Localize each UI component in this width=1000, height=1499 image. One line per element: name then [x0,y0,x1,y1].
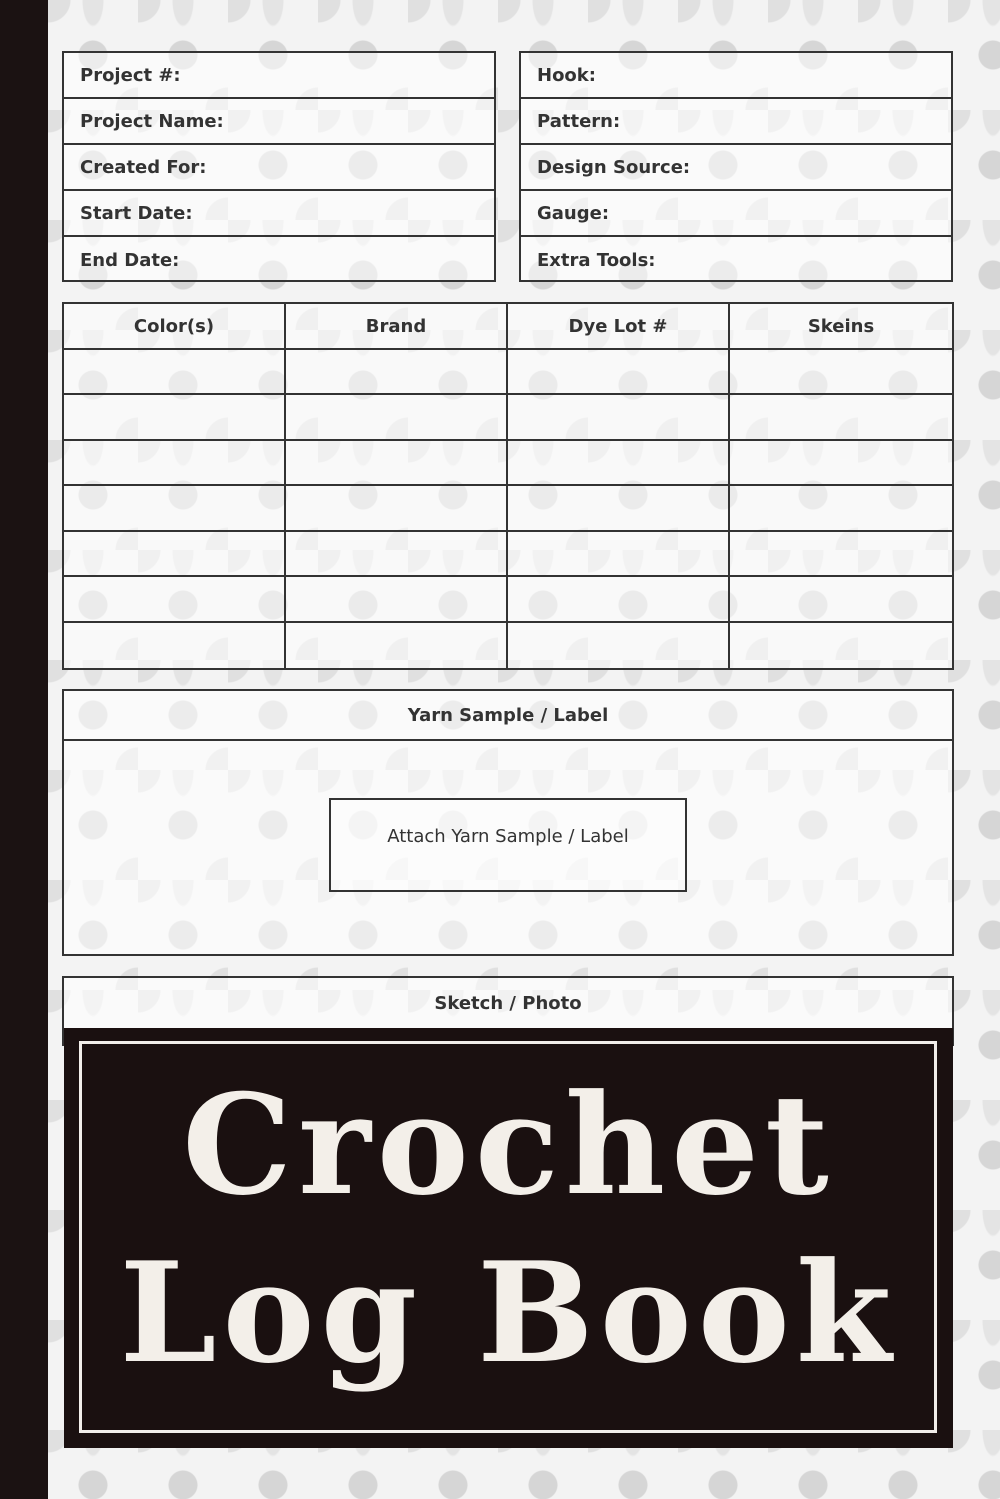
yarn-table-cell [508,577,730,622]
yarn-table [62,302,954,670]
header-dye-lot: Dye Lot # [508,304,730,350]
yarn-table-cell [508,395,730,440]
yarn-table-cell [730,441,952,486]
yarn-table-cell [730,577,952,622]
book-spine [0,0,48,1499]
yarn-table-cell [730,395,952,440]
project-info-left [62,51,496,282]
created-for-field: Created For: [64,145,494,191]
header-colors: Color(s) [64,304,286,350]
attach-sample-box [329,798,687,892]
yarn-table-cell [730,486,952,531]
yarn-table-cell [64,532,286,577]
yarn-table-cell [508,441,730,486]
yarn-table-cell [730,350,952,395]
start-date-field: Start Date: [64,191,494,237]
yarn-table-cell [286,395,508,440]
extra-tools-field: Extra Tools: [537,249,656,271]
yarn-sample-title: Yarn Sample / Label [407,704,609,726]
project-name-field: Project Name: [64,99,494,145]
attach-sample-label: Attach Yarn Sample / Label [387,826,629,847]
yarn-table-cell [508,486,730,531]
design-source-field: Design Source: [521,145,951,191]
yarn-table-cell [508,623,730,668]
yarn-table-cell [64,395,286,440]
yarn-table-cell [286,350,508,395]
yarn-table-cell [508,532,730,577]
hook-field: Hook: [521,53,951,99]
yarn-table-cell [730,532,952,577]
yarn-table-cell [730,623,952,668]
yarn-table-cell [286,486,508,531]
yarn-table-cell [286,623,508,668]
gauge-field: Gauge: [521,191,951,237]
yarn-table-cell [508,350,730,395]
yarn-table-cell [64,623,286,668]
yarn-table-cell [64,486,286,531]
yarn-table-cell [286,441,508,486]
project-info-right [519,51,953,282]
book-title-line2: Log Book [119,1231,898,1394]
yarn-table-cell [64,577,286,622]
project-number-field: Project #: [64,53,494,99]
yarn-table-cell [64,350,286,395]
end-date-field: End Date: [80,249,180,271]
header-skeins: Skeins [730,304,952,350]
yarn-table-cell [286,577,508,622]
yarn-table-cell [286,532,508,577]
yarn-table-cell [64,441,286,486]
sketch-title: Sketch / Photo [434,992,582,1014]
header-brand: Brand [286,304,508,350]
pattern-field: Pattern: [521,99,951,145]
book-title-line1: Crochet [182,1063,835,1226]
